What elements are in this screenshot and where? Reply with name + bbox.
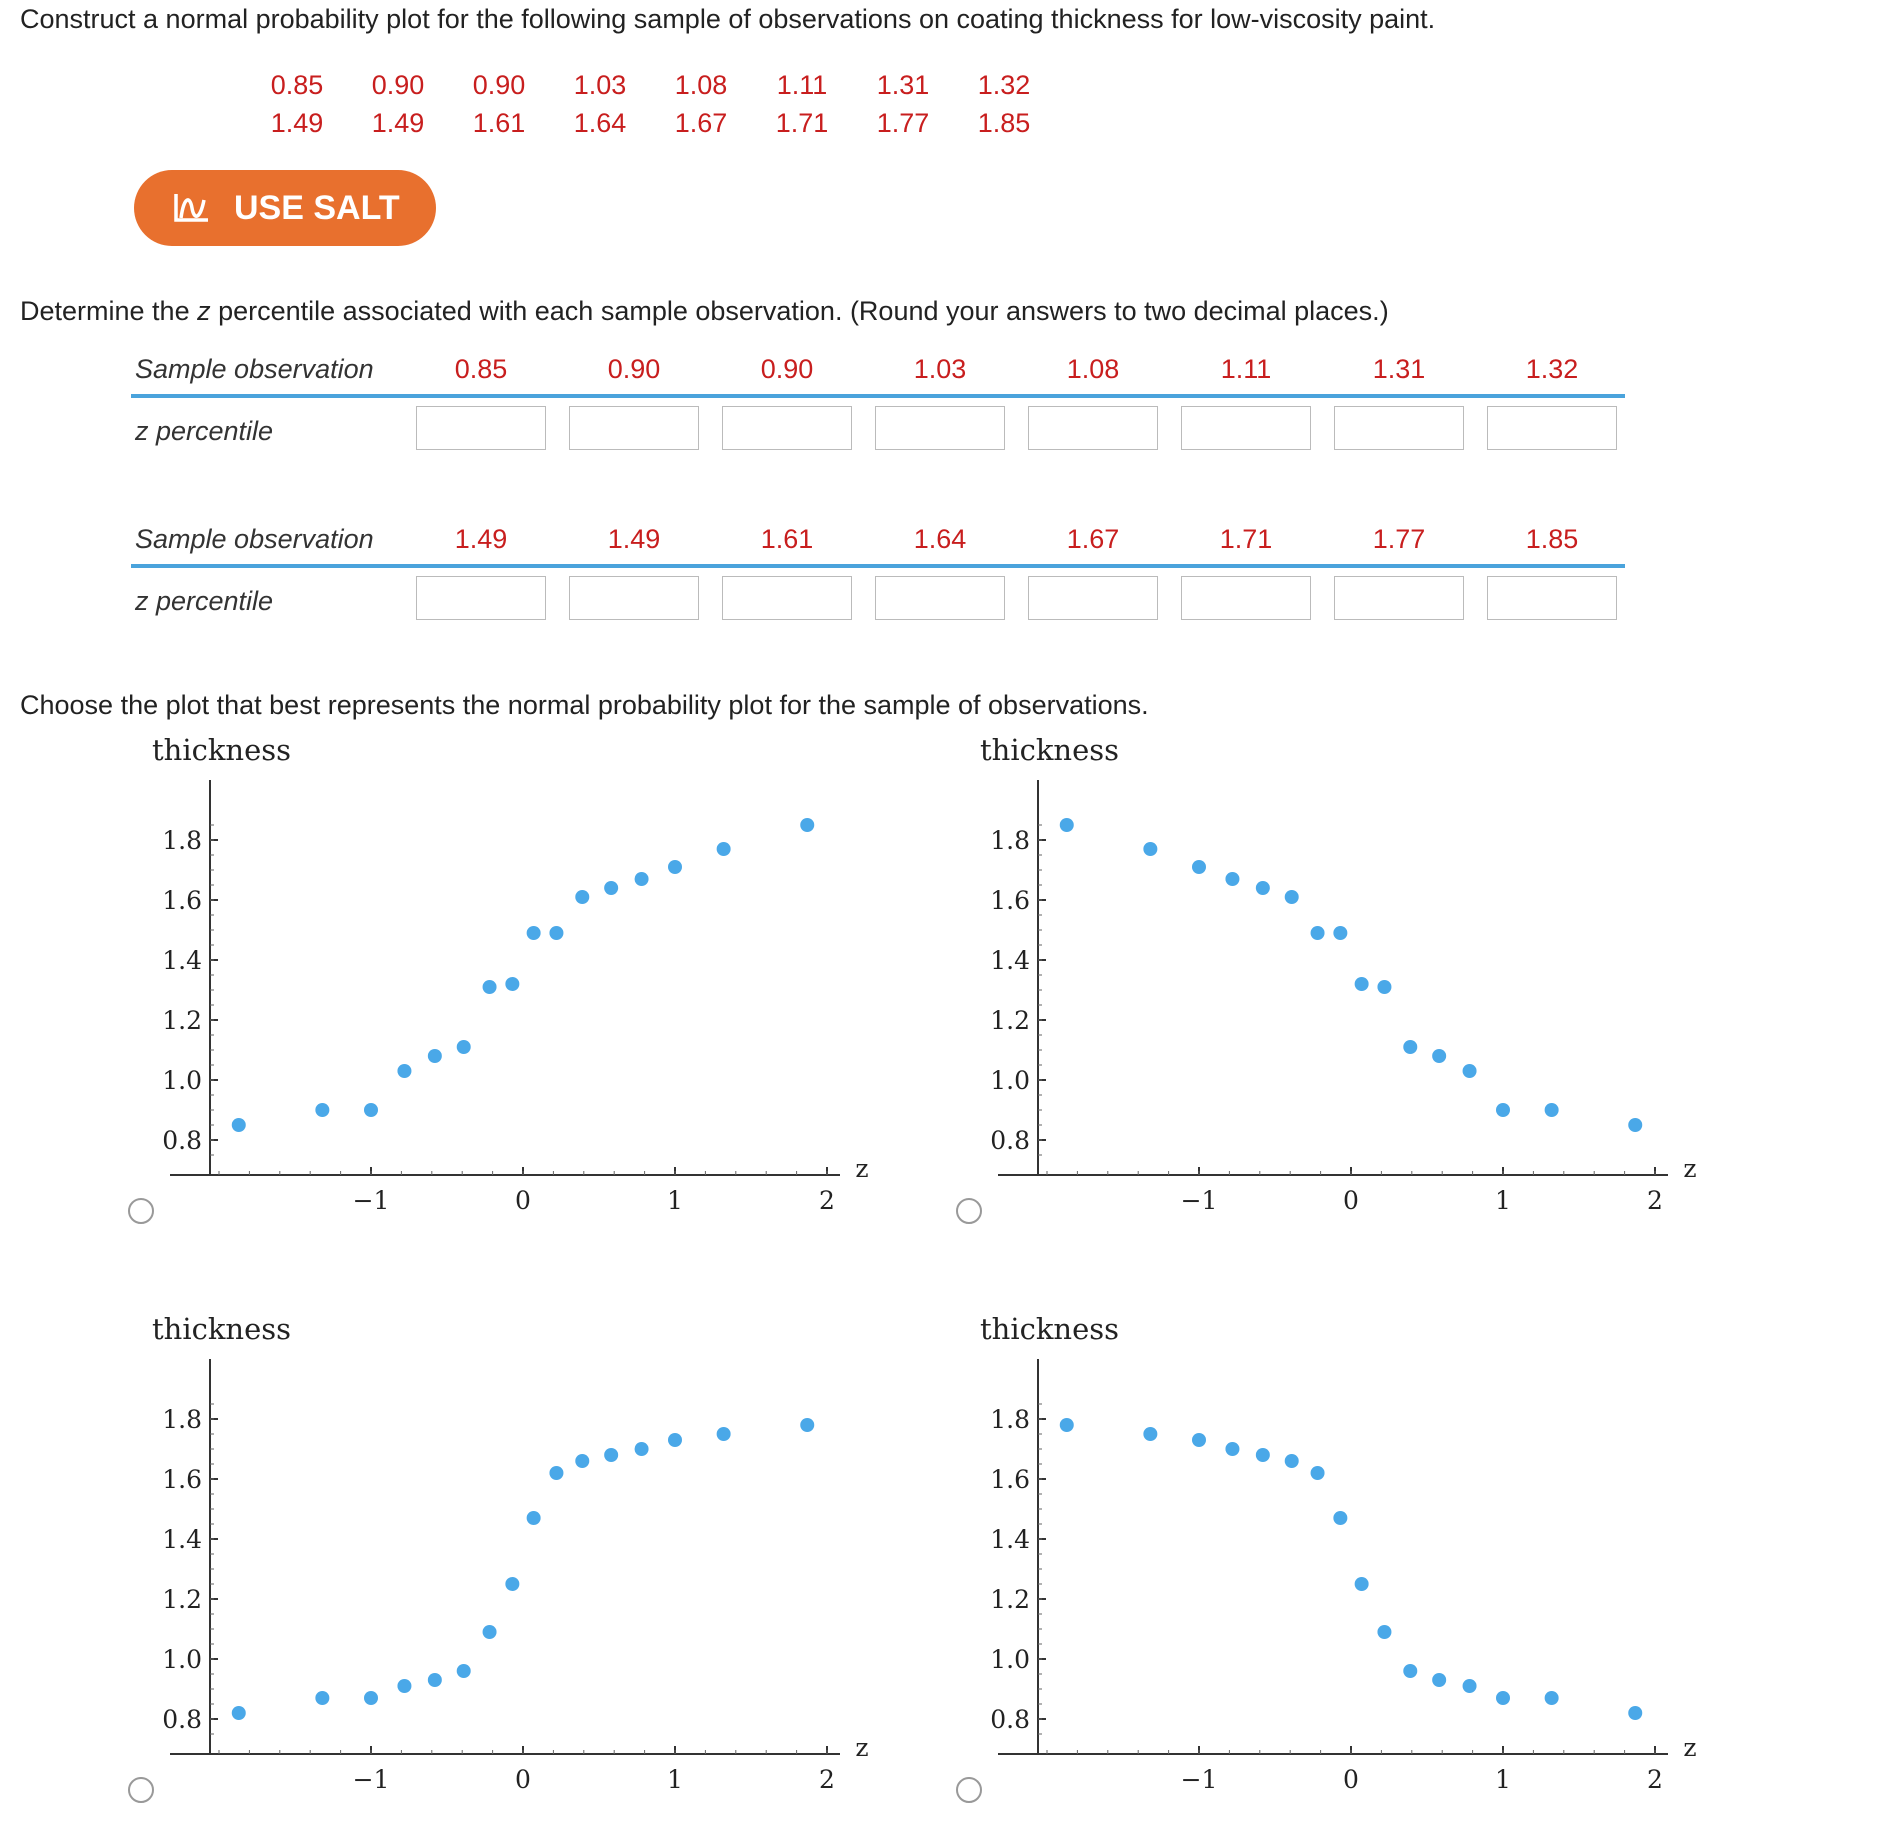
normal-probability-plot-a [150,770,870,1215]
choose-plot-text: Choose the plot that best represents the normal probability plot for the sample of observations. [20,690,1149,720]
data-point [1143,842,1157,856]
z-percentile-input[interactable] [1487,406,1617,450]
intro-text: Construct a normal probability plot for the following sample of observations on coating thickness for low-viscosity paint. [20,4,1436,34]
x-tick-label: 2 [1647,1765,1663,1794]
data-point [1225,1442,1239,1456]
y-tick-label: 1.0 [990,1645,1030,1674]
sample-observation-label: Sample observation [135,524,374,554]
table-obs-value: 1.08 [1066,354,1120,384]
y-tick-label: 1.8 [162,1405,202,1434]
obs-value: 0.85 [270,70,324,100]
y-tick-label: 1.4 [162,1525,202,1554]
z-percentile-input[interactable] [416,406,546,450]
z-percentile-label: z percentile [135,586,274,616]
table-obs-value: 1.64 [913,524,967,554]
obs-value: 1.03 [573,70,627,100]
x-tick-label: 1 [667,1765,683,1794]
data-point [1628,1706,1642,1720]
x-tick-label: 1 [1495,1186,1511,1215]
z-percentile-label: z percentile [135,416,274,446]
data-point [1432,1049,1446,1063]
x-tick-label: 0 [515,1186,531,1215]
x-tick-label: 2 [819,1765,835,1794]
data-point [800,1418,814,1432]
x-tick-label: 0 [1343,1186,1359,1215]
x-axis-title: z [855,1154,869,1183]
z-percentile-input[interactable] [416,576,546,620]
data-point [1143,1427,1157,1441]
data-point [1545,1103,1559,1117]
plot-option-a-radio[interactable] [128,1198,154,1224]
plot-option-b-radio[interactable] [956,1198,982,1224]
y-tick-label: 0.8 [990,1705,1030,1734]
y-tick-label: 1.2 [990,1006,1030,1035]
data-point [575,890,589,904]
table-obs-value: 1.71 [1219,524,1273,554]
y-tick-label: 1.0 [162,1066,202,1095]
data-point [397,1064,411,1078]
data-point [1192,1433,1206,1447]
x-axis-title: z [855,1733,869,1762]
x-tick-label: −1 [352,1186,390,1215]
salt-label: USE SALT [234,189,400,227]
y-tick-label: 1.6 [990,1465,1030,1494]
data-point [549,1466,563,1480]
data-point [1545,1691,1559,1705]
data-point [457,1040,471,1054]
data-point [1628,1118,1642,1132]
obs-value: 1.11 [776,70,828,100]
z-percentile-input[interactable] [722,406,852,450]
data-point [483,1625,497,1639]
use-salt-button[interactable] [134,170,436,246]
normal-probability-plot-b [978,770,1698,1215]
table-obs-value: 1.67 [1066,524,1120,554]
data-point [1496,1103,1510,1117]
table-obs-value: 0.90 [607,354,661,384]
normal-probability-plot-c [150,1349,870,1794]
data-point [1432,1673,1446,1687]
z-percentile-input[interactable] [875,576,1005,620]
data-point [1403,1664,1417,1678]
data-point [1463,1679,1477,1693]
data-point [457,1664,471,1678]
obs-value: 1.77 [876,108,930,138]
data-point [315,1103,329,1117]
x-tick-label: 1 [1495,1765,1511,1794]
z-percentile-input[interactable] [722,576,852,620]
obs-value: 1.49 [371,108,425,138]
y-tick-label: 1.4 [990,1525,1030,1554]
data-point [800,818,814,832]
x-tick-label: 0 [1343,1765,1359,1794]
data-point [549,926,563,940]
y-axis-title: thickness [152,733,292,767]
data-point [505,1577,519,1591]
x-axis-title: z [1683,1733,1697,1762]
data-point [1060,818,1074,832]
x-tick-label: 2 [819,1186,835,1215]
x-tick-label: 0 [515,1765,531,1794]
data-point [635,1442,649,1456]
y-tick-label: 1.6 [990,886,1030,915]
data-point [1225,872,1239,886]
data-point [1192,860,1206,874]
y-tick-label: 1.6 [162,886,202,915]
z-percentile-input[interactable] [875,406,1005,450]
data-point [428,1049,442,1063]
z-percentile-input[interactable] [1334,406,1464,450]
data-point [483,980,497,994]
obs-value: 1.61 [472,108,526,138]
table-obs-value: 0.85 [454,354,508,384]
data-point [1256,881,1270,895]
x-tick-label: −1 [352,1765,390,1794]
data-point [232,1118,246,1132]
data-point [428,1673,442,1687]
y-tick-label: 1.0 [990,1066,1030,1095]
table-obs-value: 1.32 [1525,354,1579,384]
y-tick-label: 1.8 [162,826,202,855]
z-percentile-input[interactable] [1028,406,1158,450]
z-percentile-input[interactable] [1487,576,1617,620]
x-axis-title: z [1683,1154,1697,1183]
table-obs-value: 1.77 [1372,524,1426,554]
data-point [1377,980,1391,994]
data-point [527,926,541,940]
data-point [1256,1448,1270,1462]
table-obs-value: 1.03 [913,354,967,384]
z-percentile-input[interactable] [569,406,699,450]
z-percentile-input[interactable] [569,576,699,620]
obs-value: 1.67 [674,108,728,138]
data-point [1355,1577,1369,1591]
table-divider [131,564,1625,568]
data-point [635,872,649,886]
table-obs-value: 1.49 [607,524,661,554]
obs-value: 1.08 [674,70,728,100]
obs-value: 1.32 [977,70,1031,100]
obs-value: 1.31 [876,70,930,100]
y-tick-label: 1.4 [990,946,1030,975]
plot-option-c-radio[interactable] [128,1777,154,1803]
data-point [1311,1466,1325,1480]
normal-probability-plot-d [978,1349,1698,1794]
data-point [668,860,682,874]
table-obs-value: 1.49 [454,524,508,554]
y-tick-label: 0.8 [162,1705,202,1734]
data-point [1463,1064,1477,1078]
obs-value: 1.71 [775,108,829,138]
data-point [364,1103,378,1117]
data-point [1377,1625,1391,1639]
data-point [1333,926,1347,940]
data-point [717,842,731,856]
y-tick-label: 1.2 [162,1006,202,1035]
obs-value: 0.90 [472,70,526,100]
y-tick-label: 1.8 [990,1405,1030,1434]
z-percentile-input[interactable] [1334,576,1464,620]
y-axis-title: thickness [152,1312,292,1346]
table-divider [131,394,1625,398]
y-tick-label: 1.2 [162,1585,202,1614]
y-axis-title: thickness [980,733,1120,767]
data-point [604,881,618,895]
obs-value: 0.90 [371,70,425,100]
data-point [505,977,519,991]
table-obs-value: 1.61 [760,524,814,554]
sample-observation-label: Sample observation [135,354,374,384]
data-point [1060,1418,1074,1432]
x-tick-label: −1 [1180,1765,1218,1794]
y-tick-label: 1.2 [990,1585,1030,1614]
z-percentile-input[interactable] [1181,576,1311,620]
z-percentile-input[interactable] [1028,576,1158,620]
data-point [668,1433,682,1447]
y-tick-label: 1.0 [162,1645,202,1674]
plot-option-d-radio[interactable] [956,1777,982,1803]
table-obs-value: 0.90 [760,354,814,384]
obs-value: 1.85 [977,108,1031,138]
data-point [232,1706,246,1720]
data-point [397,1679,411,1693]
data-point [1333,1511,1347,1525]
obs-value: 1.64 [573,108,627,138]
data-point [527,1511,541,1525]
obs-value: 1.49 [270,108,324,138]
table-obs-value: 1.85 [1525,524,1579,554]
y-axis-title: thickness [980,1312,1120,1346]
instruction-text: Determine the z percentile associated with each sample observation. (Round your answers to two decimal places.) [20,296,1389,326]
y-tick-label: 0.8 [162,1126,202,1155]
data-point [575,1454,589,1468]
y-tick-label: 1.8 [990,826,1030,855]
data-point [1403,1040,1417,1054]
z-percentile-input[interactable] [1181,406,1311,450]
data-point [1285,890,1299,904]
data-point [1355,977,1369,991]
data-point [1285,1454,1299,1468]
y-tick-label: 1.4 [162,946,202,975]
x-tick-label: −1 [1180,1186,1218,1215]
data-point [364,1691,378,1705]
y-tick-label: 0.8 [990,1126,1030,1155]
data-point [604,1448,618,1462]
data-point [717,1427,731,1441]
x-tick-label: 1 [667,1186,683,1215]
data-point [1496,1691,1510,1705]
y-tick-label: 1.6 [162,1465,202,1494]
salt-icon [172,190,212,224]
x-tick-label: 2 [1647,1186,1663,1215]
table-obs-value: 1.11 [1220,354,1272,384]
table-obs-value: 1.31 [1372,354,1426,384]
data-point [1311,926,1325,940]
data-point [315,1691,329,1705]
